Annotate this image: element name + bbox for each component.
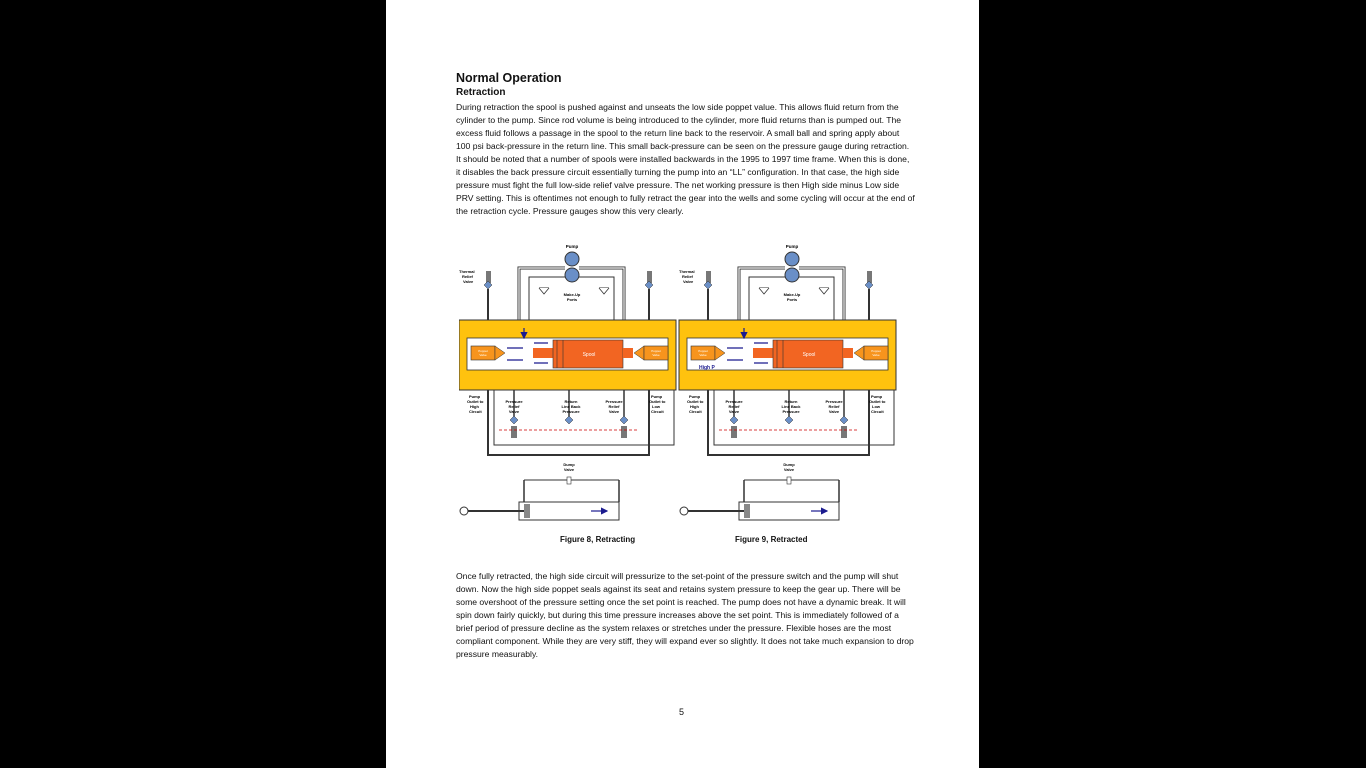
pump-outlet-low-label-3: Low <box>652 404 660 409</box>
makeup-label-2: Ports <box>566 297 578 302</box>
poppet-label-left-1: Poppet <box>478 349 488 353</box>
section-subheading: Retraction <box>456 87 506 98</box>
figure-panel-retracting <box>459 244 676 520</box>
prv-label-right-2: Relief <box>608 404 620 409</box>
page-number: 5 <box>679 707 685 717</box>
figure-8-caption: Figure 8, Retracting <box>560 535 636 544</box>
prv-label-right-3: Valve <box>608 409 620 414</box>
pump-outlet-high-label-3: High <box>470 404 479 409</box>
prv-label-left-2: Relief <box>508 404 520 409</box>
thermal-relief-label-2: Relief <box>462 274 473 279</box>
high-p-label: High P <box>699 365 715 371</box>
pump-outlet-high-label-2: Outlet to <box>467 399 484 404</box>
prv-label-left-3: Valve <box>508 409 520 414</box>
thermal-relief-label-1: Thermal <box>459 269 475 274</box>
spool-label: Spool <box>582 352 596 358</box>
dump-valve-label-1: Dump <box>563 462 575 467</box>
dump-valve-label-2: Valve <box>563 467 575 472</box>
pump-outlet-high-label-4: Circuit <box>469 409 482 414</box>
figure-9-caption: Figure 9, Retracted <box>735 535 808 544</box>
thermal-relief-label-3: Valve <box>463 279 474 284</box>
page-heading: Normal Operation <box>456 71 562 85</box>
return-label-2: Line Back <box>561 404 581 409</box>
return-label-1: Return <box>564 399 578 404</box>
pump-outlet-high-label-1: Pump <box>469 394 481 399</box>
paragraph-retraction: During retraction the spool is pushed against and unseats the low side poppet value. This allows fluid return from the cylinder to the pump. Since rod volume is being introduced to the cylinder, more fluid returns than is pumped out. The excess fluid follows a passage in the spool to the return line back to the reservoir. A small ball and spring apply about 100 psi back-pressure in the return line. This small back-pressure can be seen on the pressure gauge during retraction. It should be noted that a number of spools were installed backwards in the 1995 to 1997 time frame. When this is done, it disables the back pressure circuit essentially turning the pump into an “LL” configuration. In that case, the high side pressure must fight the full low-side relief valve pressure. The net working pressure is then High side minus Low side PRV setting. This is oftentimes not enough to fully retract the gear into the wells and some cycling will occur at the end of the retraction cycle. Pressure gauges show this very clearly. <box>456 102 915 216</box>
pump-outlet-low-label-4: Circuit <box>651 409 664 414</box>
paragraph-retracted: Once fully retracted, the high side circuit will pressurize to the set-point of the pressure switch and the pump will shut down. Now the high side poppet seals against its seat and retains system pressure to keep the gear up. There will be some overshoot of the pressure setting once the set point is reached. The pump does not have a dynamic break. It will spin down fairly quickly, but during this time pressure increases above the set point. This is immediately followed of a brief period of pressure decline as the system relaxes or stretches under the pressure. Flexible hoses are the most compliant component. While they are very stiff, they will expand ever so slightly. It does not take much expansion to drop pressure measurably. <box>456 571 914 659</box>
poppet-label-left-2: Valve <box>479 353 487 357</box>
pump-label: Pump <box>565 244 579 249</box>
document-page <box>386 0 979 768</box>
pump-outlet-low-label-2: Outlet to <box>649 399 666 404</box>
prv-label-right-1: Pressure <box>605 399 623 404</box>
poppet-label-right-2: Valve <box>652 353 660 357</box>
return-label-3: Pressure <box>562 409 580 414</box>
poppet-label-right-1: Poppet <box>651 349 661 353</box>
makeup-label-1: Make-Up <box>563 292 581 297</box>
figure-panel-retracted <box>679 244 896 520</box>
prv-label-left-1: Pressure <box>505 399 523 404</box>
hydraulic-diagram <box>459 240 909 535</box>
pump-outlet-low-label-1: Pump <box>651 394 663 399</box>
